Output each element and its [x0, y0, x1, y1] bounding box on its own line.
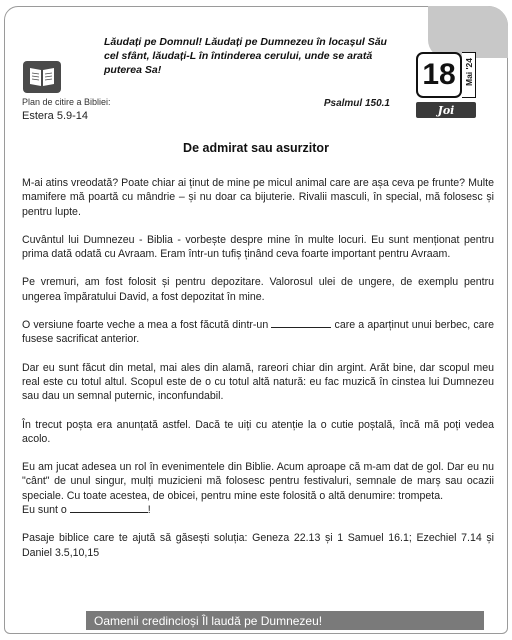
paragraph-6: În trecut poșta era anunțată astfel. Dacă te uiți cu atenție la o cutie poștală, încă mă poți vedea acolo.: [22, 418, 494, 445]
day-number: 18: [416, 52, 462, 98]
paragraph-9: Pasaje biblice care te ajută să găsești soluția: Geneza 22.13 și 1 Samuel 16.1; Ezechiel 7.14 și Daniel 3.5,10,15: [22, 532, 494, 559]
answer-blank-1[interactable]: [271, 318, 331, 328]
paragraph-4-end: care a aparținut unui berbec, care fusese sacrificat anterior.: [22, 319, 494, 346]
paragraph-2: Cuvântul lui Dumnezeu - Biblia - vorbește despre mine în multe locuri. Eu sunt menționat pentru prima dată odată cu Avraam. Eram într-un tufiș ținând ceva foarte important pentru Avraam.: [22, 233, 494, 261]
paragraph-4-start: O versiune foarte veche a mea a fost făcută dintr-un: [22, 319, 269, 332]
paragraph-5: Dar eu sunt făcut din metal, mai ales din alamă, rareori chiar din argint. Arăt bine, dar scopul meu real este cu totul altul. Scopul este de o cu totul altă natură: eu fac muzică în cinstea lui Dumnezeu sau dau un semnal puternic, inconfundabil.: [22, 361, 494, 403]
reading-plan-label: Plan de citire a Bibliei:: [22, 97, 111, 107]
verse-text: Lăudați pe Domnul! Lăudați pe Dumnezeu în locașul Său cel sfânt, lăudați-L în întinderea cerului, unde se arată puterea Sa!: [104, 36, 387, 76]
article-body: [22, 176, 494, 574]
month-label: Mai '24: [464, 58, 474, 87]
weekday-label: Joi: [416, 102, 476, 118]
footer-banner: [86, 611, 484, 630]
paragraph-8-end: !: [147, 504, 151, 517]
paragraph-4: [22, 318, 494, 347]
paragraph-3: Pe vremuri, am fost folosit și pentru depozitare. Valorosul ulei de ungere, de exemplu pentru ungerea împăratului David, a fost depozitat în mine.: [22, 276, 494, 303]
open-bible-icon: [22, 60, 62, 94]
paragraph-7: Eu am jucat adesea un rol în evenimentele din Biblie. Acum aproape că m-am dat de gol. Dar eu nu "cânt" de unul singur, mulți muzicieni mă folosesc pentru festivaluri, semnale de marș sau ocazii speciale. Cu toate acestea, de obicei, pentru mine este folosită o altă denumire: trompeta.: [22, 461, 494, 502]
date-badge: [414, 50, 476, 120]
footer-text: Oamenii credincioși Îl laudă pe Dumnezeu!: [94, 613, 323, 628]
reading-plan-reference: Estera 5.9-14: [22, 110, 89, 122]
article-title: De admirat sau asurzitor: [183, 141, 329, 155]
verse-reference: Psalmul 150.1: [323, 98, 390, 109]
paragraph-8-start: Eu sunt o: [22, 504, 67, 517]
paragraph-8: [22, 503, 494, 517]
daily-verse: [104, 36, 400, 126]
paragraph-1: M-ai atins vreodată? Poate chiar ai ținut de mine pe micul animal care are așa ceva pe frunte? Multe mamifere mă poartă cu mândrie – și nu doar ca bijuterie. Rivalii masculi, în special, mă folosesc și pentru lupte.: [22, 177, 494, 218]
answer-blank-2[interactable]: [70, 503, 148, 513]
